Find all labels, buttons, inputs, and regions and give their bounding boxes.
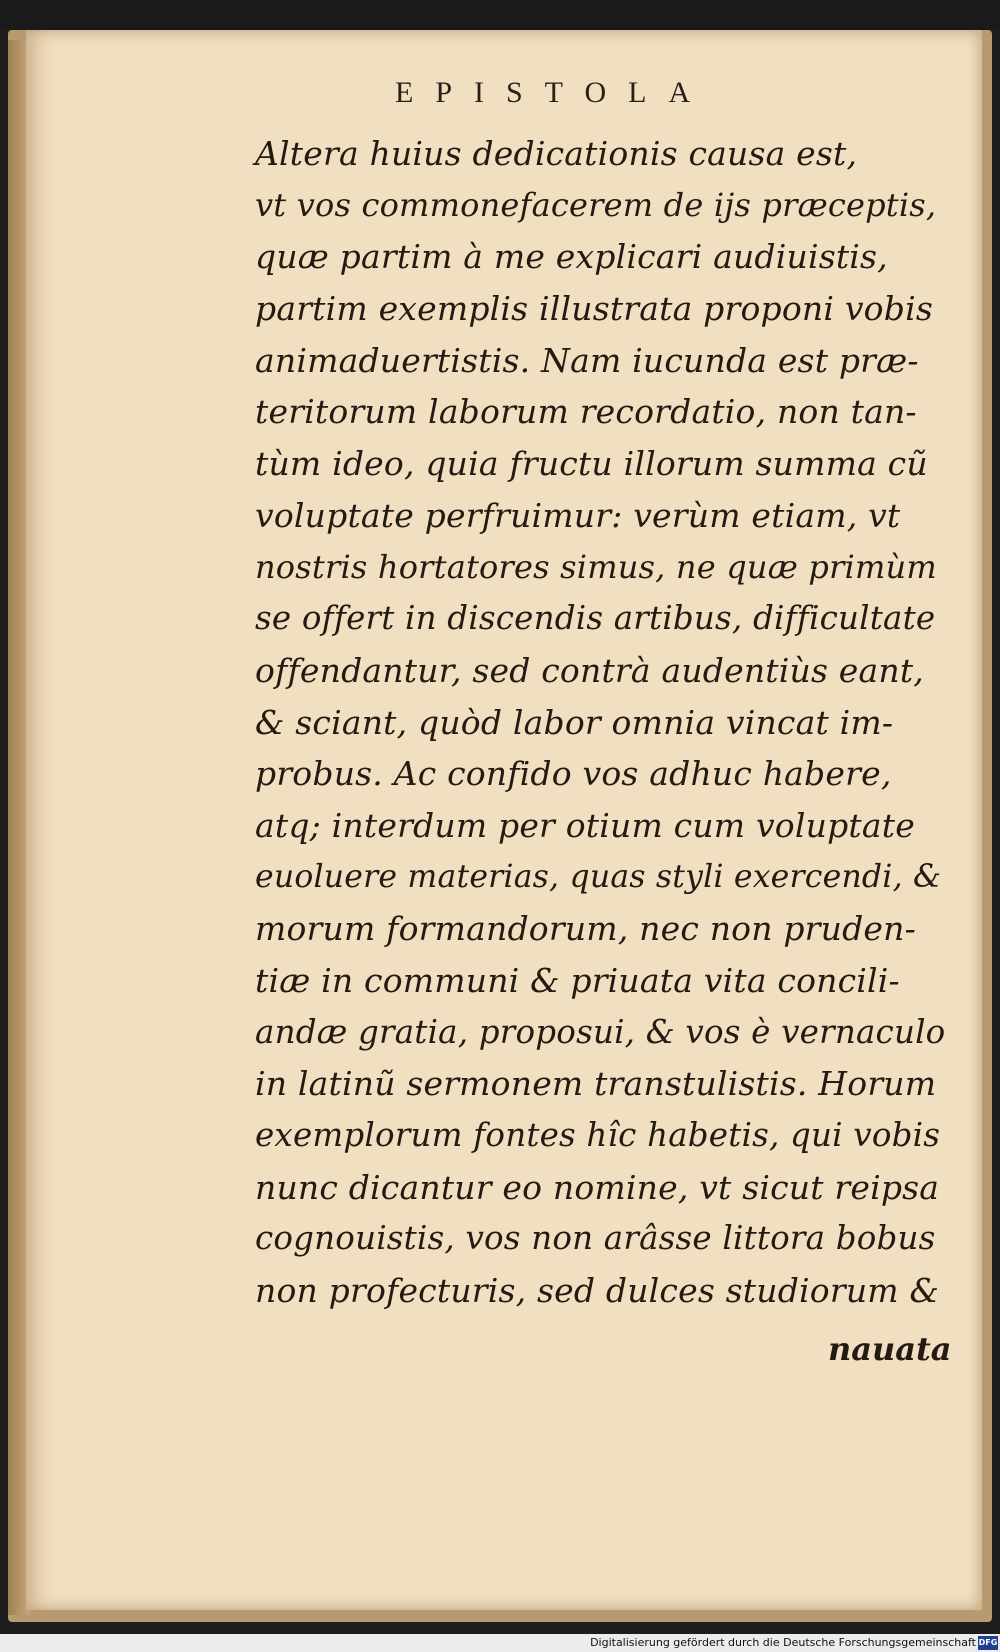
running-head: EPISTOLA — [395, 76, 713, 109]
text-line: quæ partim à me explicari audiuistis, — [255, 237, 888, 277]
text-line: andæ gratia, proposui, & vos è vernaculo — [255, 1012, 946, 1051]
text-line: & sciant, quòd labor omnia vincat im- — [255, 702, 894, 742]
text-line: Altera huius dedicationis causa est, — [255, 134, 858, 173]
text-line: vt vos commonefacerem de ijs præceptis, — [255, 185, 937, 224]
text-line: exemplorum fontes hîc habetis, qui vobis — [255, 1116, 941, 1155]
text-line: animaduertistis. Nam iucunda est præ- — [255, 340, 919, 380]
text-line: se offert in discendis artibus, difficultate — [255, 599, 936, 638]
text-line: cognouistis, vos non arâsse littora bobus — [255, 1219, 936, 1258]
text-line: morum formandorum, nec non pruden- — [255, 909, 916, 949]
dfg-logo: DFG — [978, 1636, 998, 1650]
text-line: nostris hortatores simus, ne quæ primùm — [255, 547, 937, 586]
text-line: partim exemplis illustrata proponi vobis — [255, 289, 933, 329]
text-line: euoluere materias, quas styli exercendi, & — [255, 858, 942, 895]
text-line: non profecturis, sed dulces studiorum & — [255, 1271, 940, 1311]
text-line: in latinũ sermonem transtulistis. Horum — [255, 1064, 937, 1104]
footer-credit: Digitalisierung gefördert durch die Deutsche Forschungsgemeinschaft — [590, 1636, 976, 1649]
scan-top-band — [0, 0, 1000, 30]
text-line: tiæ in communi & priuata vita concili- — [255, 961, 900, 1000]
text-line: teritorum laborum recordatio, non tan- — [255, 392, 917, 432]
text-line: voluptate perfruimur: verùm etiam, vt — [255, 495, 901, 535]
text-line: atq; interdum per otium cum voluptate — [255, 805, 915, 845]
text-line: offendantur, sed contrà audentiùs eant, — [255, 650, 924, 690]
text-line: nunc dicantur eo nomine, vt sicut reipsa — [255, 1167, 940, 1207]
text-line: tùm ideo, quia fructu illorum summa cũ — [255, 444, 928, 484]
catchword: nauata — [828, 1330, 952, 1368]
text-line: probus. Ac confido vos adhuc habere, — [255, 754, 892, 794]
body-text — [255, 128, 945, 1317]
